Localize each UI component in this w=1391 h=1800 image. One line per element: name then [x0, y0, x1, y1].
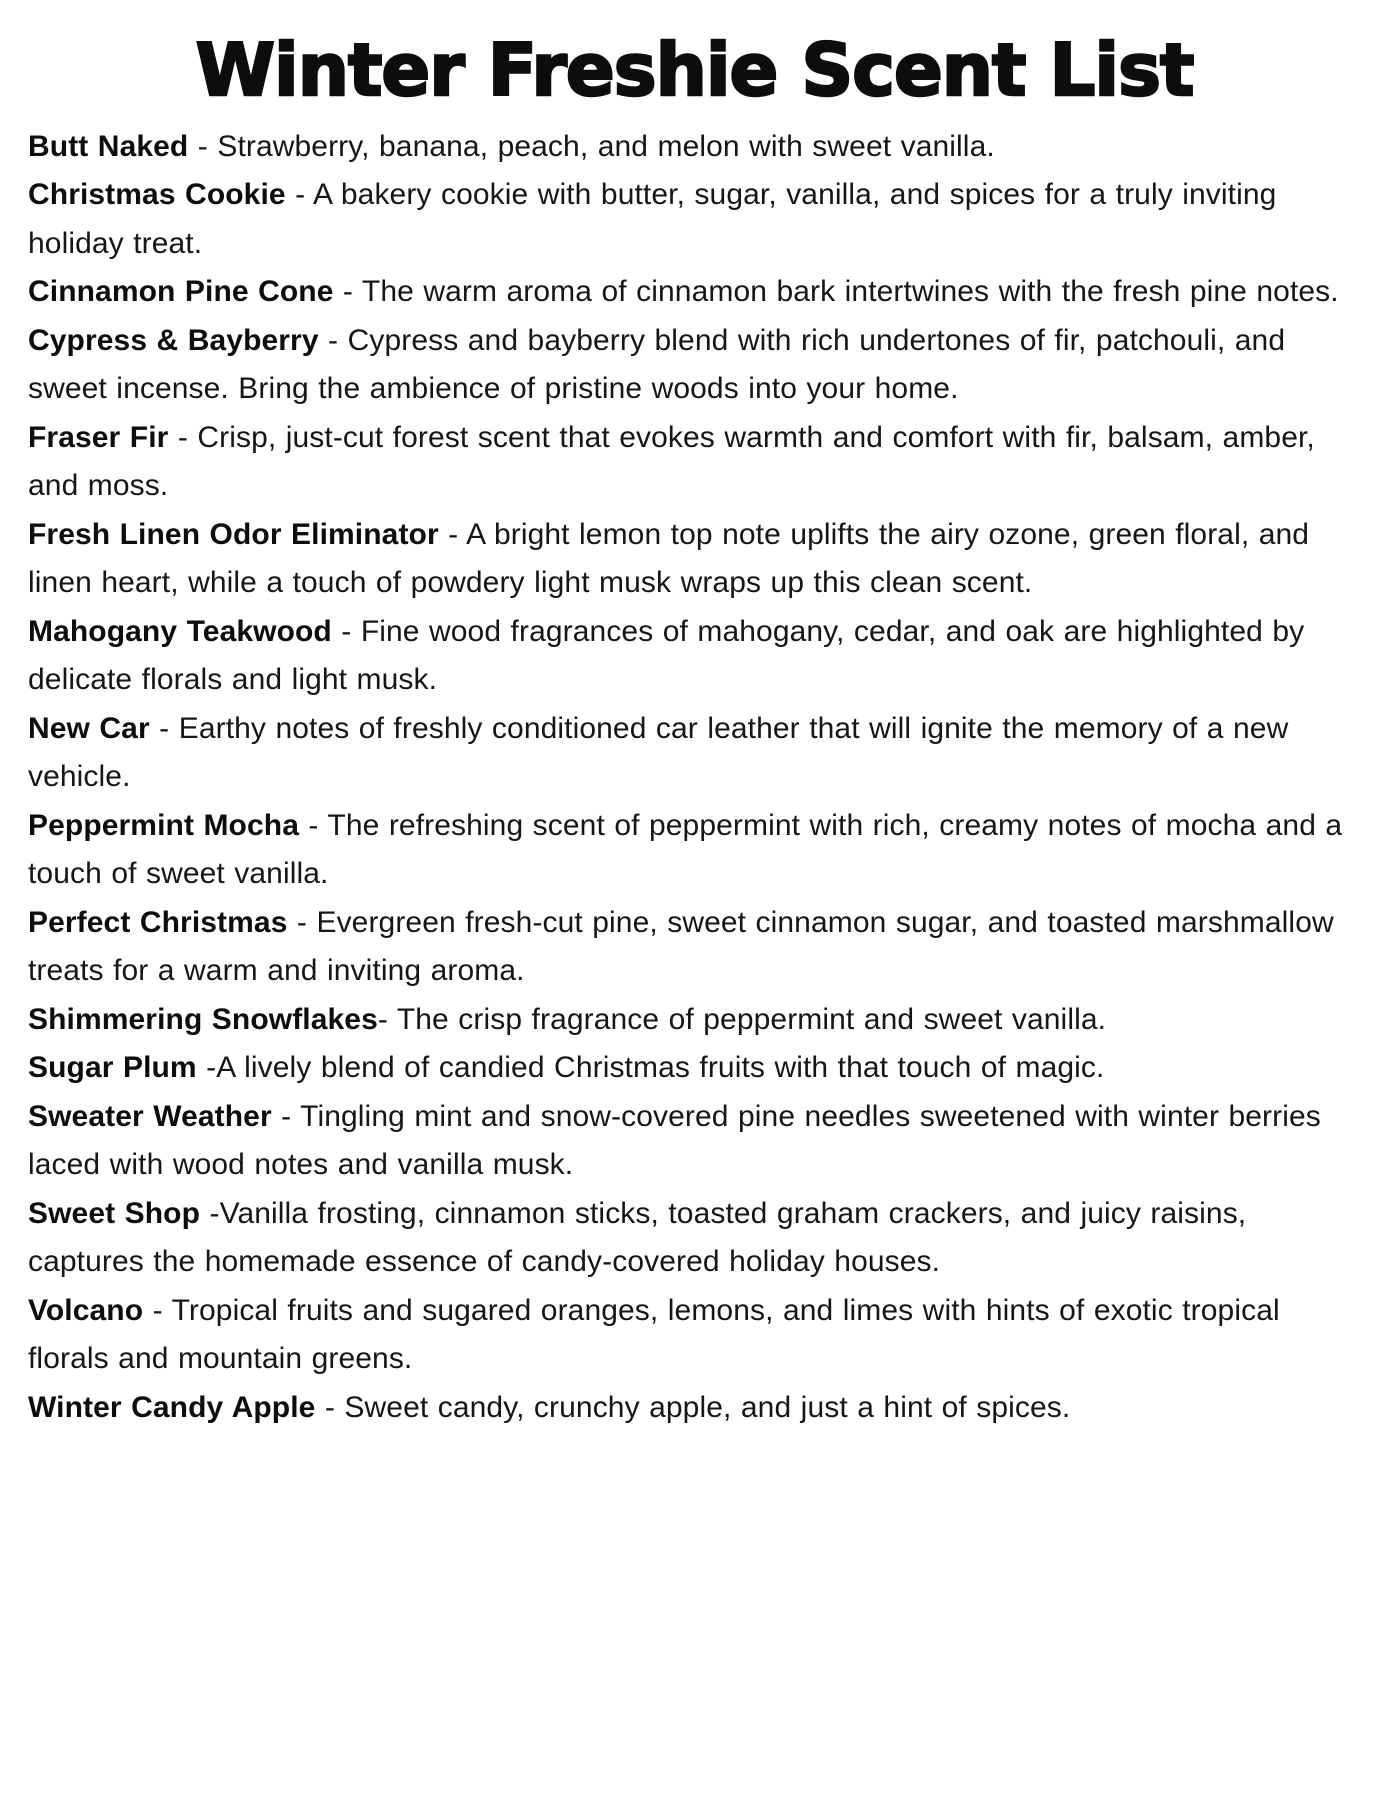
scent-entry: [28, 1093, 1361, 1190]
scent-entry: [28, 1044, 1361, 1093]
scent-name: Mahogany Teakwood: [28, 614, 332, 648]
scent-separator: -: [149, 711, 179, 745]
scent-separator: -: [287, 905, 317, 939]
scent-entry: [28, 123, 1361, 172]
scent-separator: -: [331, 614, 361, 648]
scent-entry: [28, 414, 1361, 511]
scent-separator: -: [333, 275, 362, 309]
scent-entry: [28, 899, 1361, 996]
scent-separator: -: [143, 1293, 172, 1327]
scent-description: Evergreen fresh-cut pine, sweet cinnamon sugar, and toasted marshmallow treats for a warm and inviting aroma.: [28, 905, 1334, 988]
scent-separator: -: [438, 517, 467, 551]
scent-entry: [28, 608, 1361, 705]
scent-separator: -: [168, 420, 198, 454]
scent-entry: [28, 268, 1361, 317]
scent-description: Fine wood fragrances of mahogany, cedar, and oak are highlighted by delicate florals and light musk.: [28, 614, 1305, 697]
scent-entry: [28, 1190, 1361, 1287]
scent-name: Cypress & Bayberry: [28, 323, 319, 357]
scent-separator: -: [318, 323, 348, 357]
scent-description: Sweet candy, crunchy apple, and just a hint of spices.: [344, 1390, 1071, 1424]
scent-separator: -: [196, 1051, 217, 1085]
scent-description: Strawberry, banana, peach, and melon with sweet vanilla.: [217, 129, 995, 163]
scent-list: [28, 123, 1361, 1433]
scent-description: The crisp fragrance of peppermint and sweet vanilla.: [396, 1002, 1107, 1036]
scent-description: Earthy notes of freshly conditioned car leather that will ignite the memory of a new vehicle.: [28, 711, 1289, 794]
scent-name: Fresh Linen Odor Eliminator: [28, 517, 439, 551]
scent-description: A bakery cookie with butter, sugar, vanilla, and spices for a truly inviting holiday treat.: [28, 178, 1277, 260]
scent-name: Sweater Weather: [28, 1099, 272, 1133]
scent-entry: [28, 171, 1361, 268]
scent-entry: [28, 802, 1361, 899]
scent-name: Peppermint Mocha: [28, 808, 299, 842]
scent-entry: [28, 511, 1361, 608]
scent-description: Crisp, just-cut forest scent that evokes warmth and comfort with fir, balsam, amber, and moss.: [28, 420, 1315, 503]
scent-description: Cypress and bayberry blend with rich undertones of fir, patchouli, and sweet incense. Bring the ambience of pristine woods into your home.: [28, 323, 1286, 406]
scent-name: Winter Candy Apple: [28, 1390, 316, 1424]
scent-name: Perfect Christmas: [28, 905, 288, 939]
scent-separator: -: [200, 1196, 220, 1230]
scent-entry: [28, 996, 1361, 1045]
scent-entry: [28, 1287, 1361, 1384]
scent-separator: -: [271, 1099, 301, 1133]
scent-description: The warm aroma of cinnamon bark intertwines with the fresh pine notes.: [361, 275, 1339, 309]
scent-separator: -: [298, 808, 328, 842]
scent-description: A bright lemon top note uplifts the airy ozone, green floral, and linen heart, while a touch of powdery light musk wraps up this clean scent.: [28, 517, 1310, 600]
scent-description: Tingling mint and snow-covered pine needles sweetened with winter berries laced with wood notes and vanilla musk.: [28, 1099, 1321, 1182]
scent-description: Tropical fruits and sugared oranges, lemons, and limes with hints of exotic tropical florals and mountain greens.: [28, 1293, 1280, 1376]
scent-separator: -: [315, 1390, 345, 1424]
page-title: Winter Freshie Scent List: [195, 28, 1194, 112]
scent-separator: -: [285, 178, 313, 212]
scent-name: Butt Naked: [28, 129, 189, 163]
scent-name: Shimmering Snowflakes: [28, 1002, 378, 1036]
scent-name: Fraser Fir: [28, 420, 169, 454]
scent-name: Volcano: [28, 1293, 144, 1327]
scent-separator: -: [377, 1002, 397, 1036]
scent-entry: [28, 705, 1361, 802]
scent-description: A lively blend of candied Christmas fruits with that touch of magic.: [216, 1051, 1105, 1085]
scent-name: Cinnamon Pine Cone: [28, 275, 334, 309]
scent-entry: [28, 317, 1361, 414]
scent-name: Sugar Plum: [28, 1051, 197, 1085]
scent-name: Christmas Cookie: [28, 178, 286, 212]
scent-entry: [28, 1384, 1361, 1433]
scent-name: Sweet Shop: [28, 1196, 201, 1230]
scent-description: Vanilla frosting, cinnamon sticks, toasted graham crackers, and juicy raisins, captures the homemade essence of candy-covered holiday houses.: [28, 1196, 1247, 1279]
scent-description: The refreshing scent of peppermint with rich, creamy notes of mocha and a touch of sweet vanilla.: [28, 808, 1343, 891]
scent-separator: -: [188, 129, 218, 163]
scent-name: New Car: [28, 711, 150, 745]
